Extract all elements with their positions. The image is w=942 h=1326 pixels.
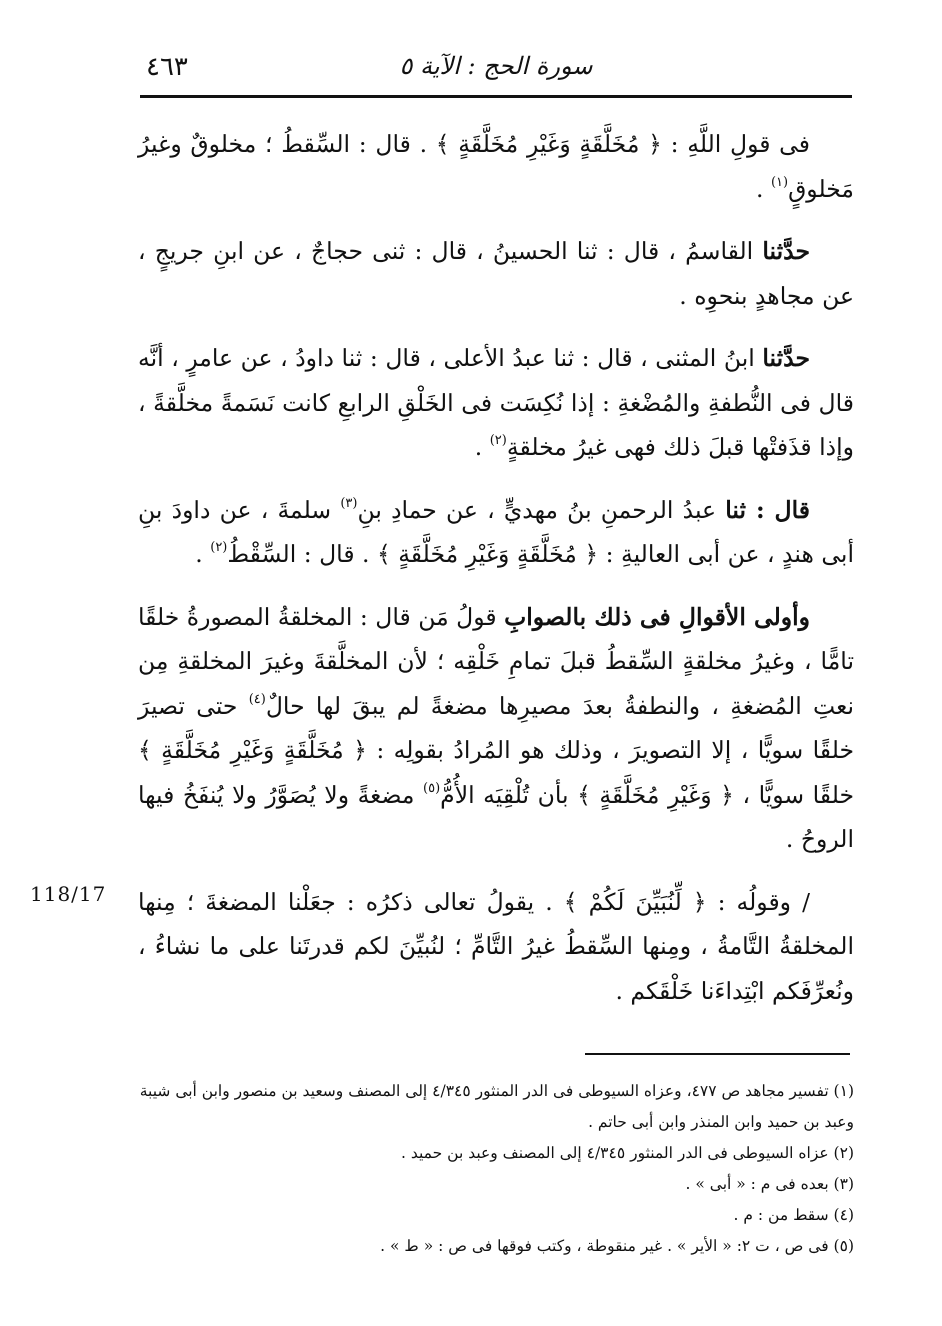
footnote-marker: (١)	[770, 174, 789, 190]
header-rule	[140, 95, 852, 98]
paragraph-1	[138, 122, 854, 211]
page-header	[140, 42, 852, 92]
footnote-5: (٥) فى ص ، ت ٢: « الأير » . غير منقوطة ، وكتب فوقها فى ص : « ط » .	[380, 1237, 854, 1255]
paragraph-text: عبدُ الرحمنِ بنُ مهديٍّ ، عن حمادِ بنِ	[357, 495, 726, 524]
isnad-lead: قال : ثنا	[725, 495, 810, 524]
footnote-marker: (٤)	[248, 691, 266, 707]
footnote-rule	[585, 1053, 850, 1055]
footnote-2: (٢) عزاه السيوطى فى الدر المنثور ٤/٣٤٥ إلى المصنف وعبد بن حميد .	[401, 1144, 854, 1162]
paragraph-tail: .	[195, 540, 211, 568]
footnote-marker: (٢)	[489, 433, 507, 448]
paragraph-2	[138, 229, 854, 318]
conclusion-text: حتى تصيرَ خلقًا سويًّا ، إلا التصويرَ ، وذلك هو المُرادُ بقولِه : ﴿ مُخَلَّقَةٍ وَغَيْرِ مُخَلَّقَةٍ ﴾ خلقًا سويًّا ، ﴿ وَغَيْرِ مُخَلَّقَةٍ ﴾ بأن تُلْقِيَه الأُمُّ	[138, 691, 855, 809]
footnote-4: (٤) سقط من : م .	[733, 1206, 854, 1224]
paragraph-tail: .	[474, 433, 490, 461]
paragraph-4	[138, 488, 854, 577]
page-number: ٤٦٣	[146, 52, 188, 82]
isnad-lead: حدَّثنا	[762, 344, 810, 372]
main-text	[138, 122, 854, 1013]
paragraph-text: / وقولُه : ﴿ لِّنُبَيِّنَ لَكُمْ ﴾ . يقولُ تعالى ذكرُه : جعَلْنا المضغةَ ؛ مِنها المخلقةُ التَّامةُ ، ومِنها السِّقطُ غيرُ التَّامِّ ؛ لنُبيِّنَ لكم قدرتَنا على ما نشاءُ ، ونُعرِّفَكم ابْتِداءَنا خَلْقَكم .	[138, 887, 854, 1005]
conclusion-text: مضغةً ولا يُصَوَّرُ ولا يُنفَخُ فيها الروحُ .	[138, 780, 854, 853]
footnote-1: (١) تفسير مجاهد ص ٤٧٧، وعزاه السيوطى فى الدر المنثور ٤/٣٤٥ إلى المصنف وسعيد بن منصور وابن أبى شيبة وعبد بن حميد وابن المنذر وابن أبى حاتم .	[139, 1082, 854, 1131]
paragraph-text: ابنُ المثنى ، قال : ثنا عبدُ الأعلى ، قال : ثنا داودُ ، عن عامرٍ ، أنَّه قال فى النُّطفةِ والمُضْغةِ : إذا نُكِسَت فى الخَلْقِ الرابعِ كانت نَسَمةً مخلَّقةً ، وإذا قذَفتْها قبلَ ذلك فهى غيرُ مخلقةٍ	[138, 344, 854, 461]
footnotes	[138, 1076, 854, 1262]
final-paragraph	[138, 880, 854, 1014]
paragraph-text: فى قولِ اللَّهِ : ﴿ مُخَلَّقَةٍ وَغَيْرِ مُخَلَّقَةٍ ﴾ . قال : السِّقطُ ؛ مخلوقٌ وغيرُ مَخلوقٍ	[138, 130, 854, 203]
running-title: سورة الحج : الآية ٥	[399, 52, 593, 80]
footnote-3: (٣) بعده فى م : « أبى » .	[685, 1175, 854, 1193]
paragraph-tail: .	[755, 174, 771, 203]
paragraph-3	[138, 336, 854, 470]
margin-reference: 118/17	[30, 882, 107, 906]
isnad-lead: حدَّثنا	[762, 237, 810, 265]
conclusion-text: قولُ مَن قال : المخلقةُ المصورةُ خلقًا تامًّا ، وغيرُ مخلقةٍ السِّقطُ قبلَ تمامِ خَلْقِه ؛ لأن المخلَّقةَ وغيرَ المخلقةِ مِن نعتِ المُضغةِ ، والنطفةُ بعدَ مصيرِها مضغةً لم يبقَ لها حالٌ	[137, 602, 854, 720]
conclusion-paragraph	[138, 595, 854, 862]
conclusion-heading: وأولى الأقوالِ فى ذلك بالصوابِ	[504, 602, 810, 631]
footnote-marker: (٣)	[340, 495, 358, 511]
footnote-marker: (٥)	[423, 780, 441, 796]
footnote-marker: (٢)	[210, 540, 228, 555]
paragraph-tail: سلمةَ ، عن داودَ بنِ أبى هندٍ ، عن أبى العاليةِ : ﴿ مُخَلَّقَةٍ وَغَيْرِ مُخَلَّقَةٍ ﴾ . قال : السِّقْطُ	[138, 495, 854, 568]
paragraph-text: القاسمُ ، قال : ثنا الحسينُ ، قال : ثنى حجاجٌ ، عن ابنِ جريجٍ ، عن مجاهدٍ بنحوِه .	[138, 237, 854, 310]
